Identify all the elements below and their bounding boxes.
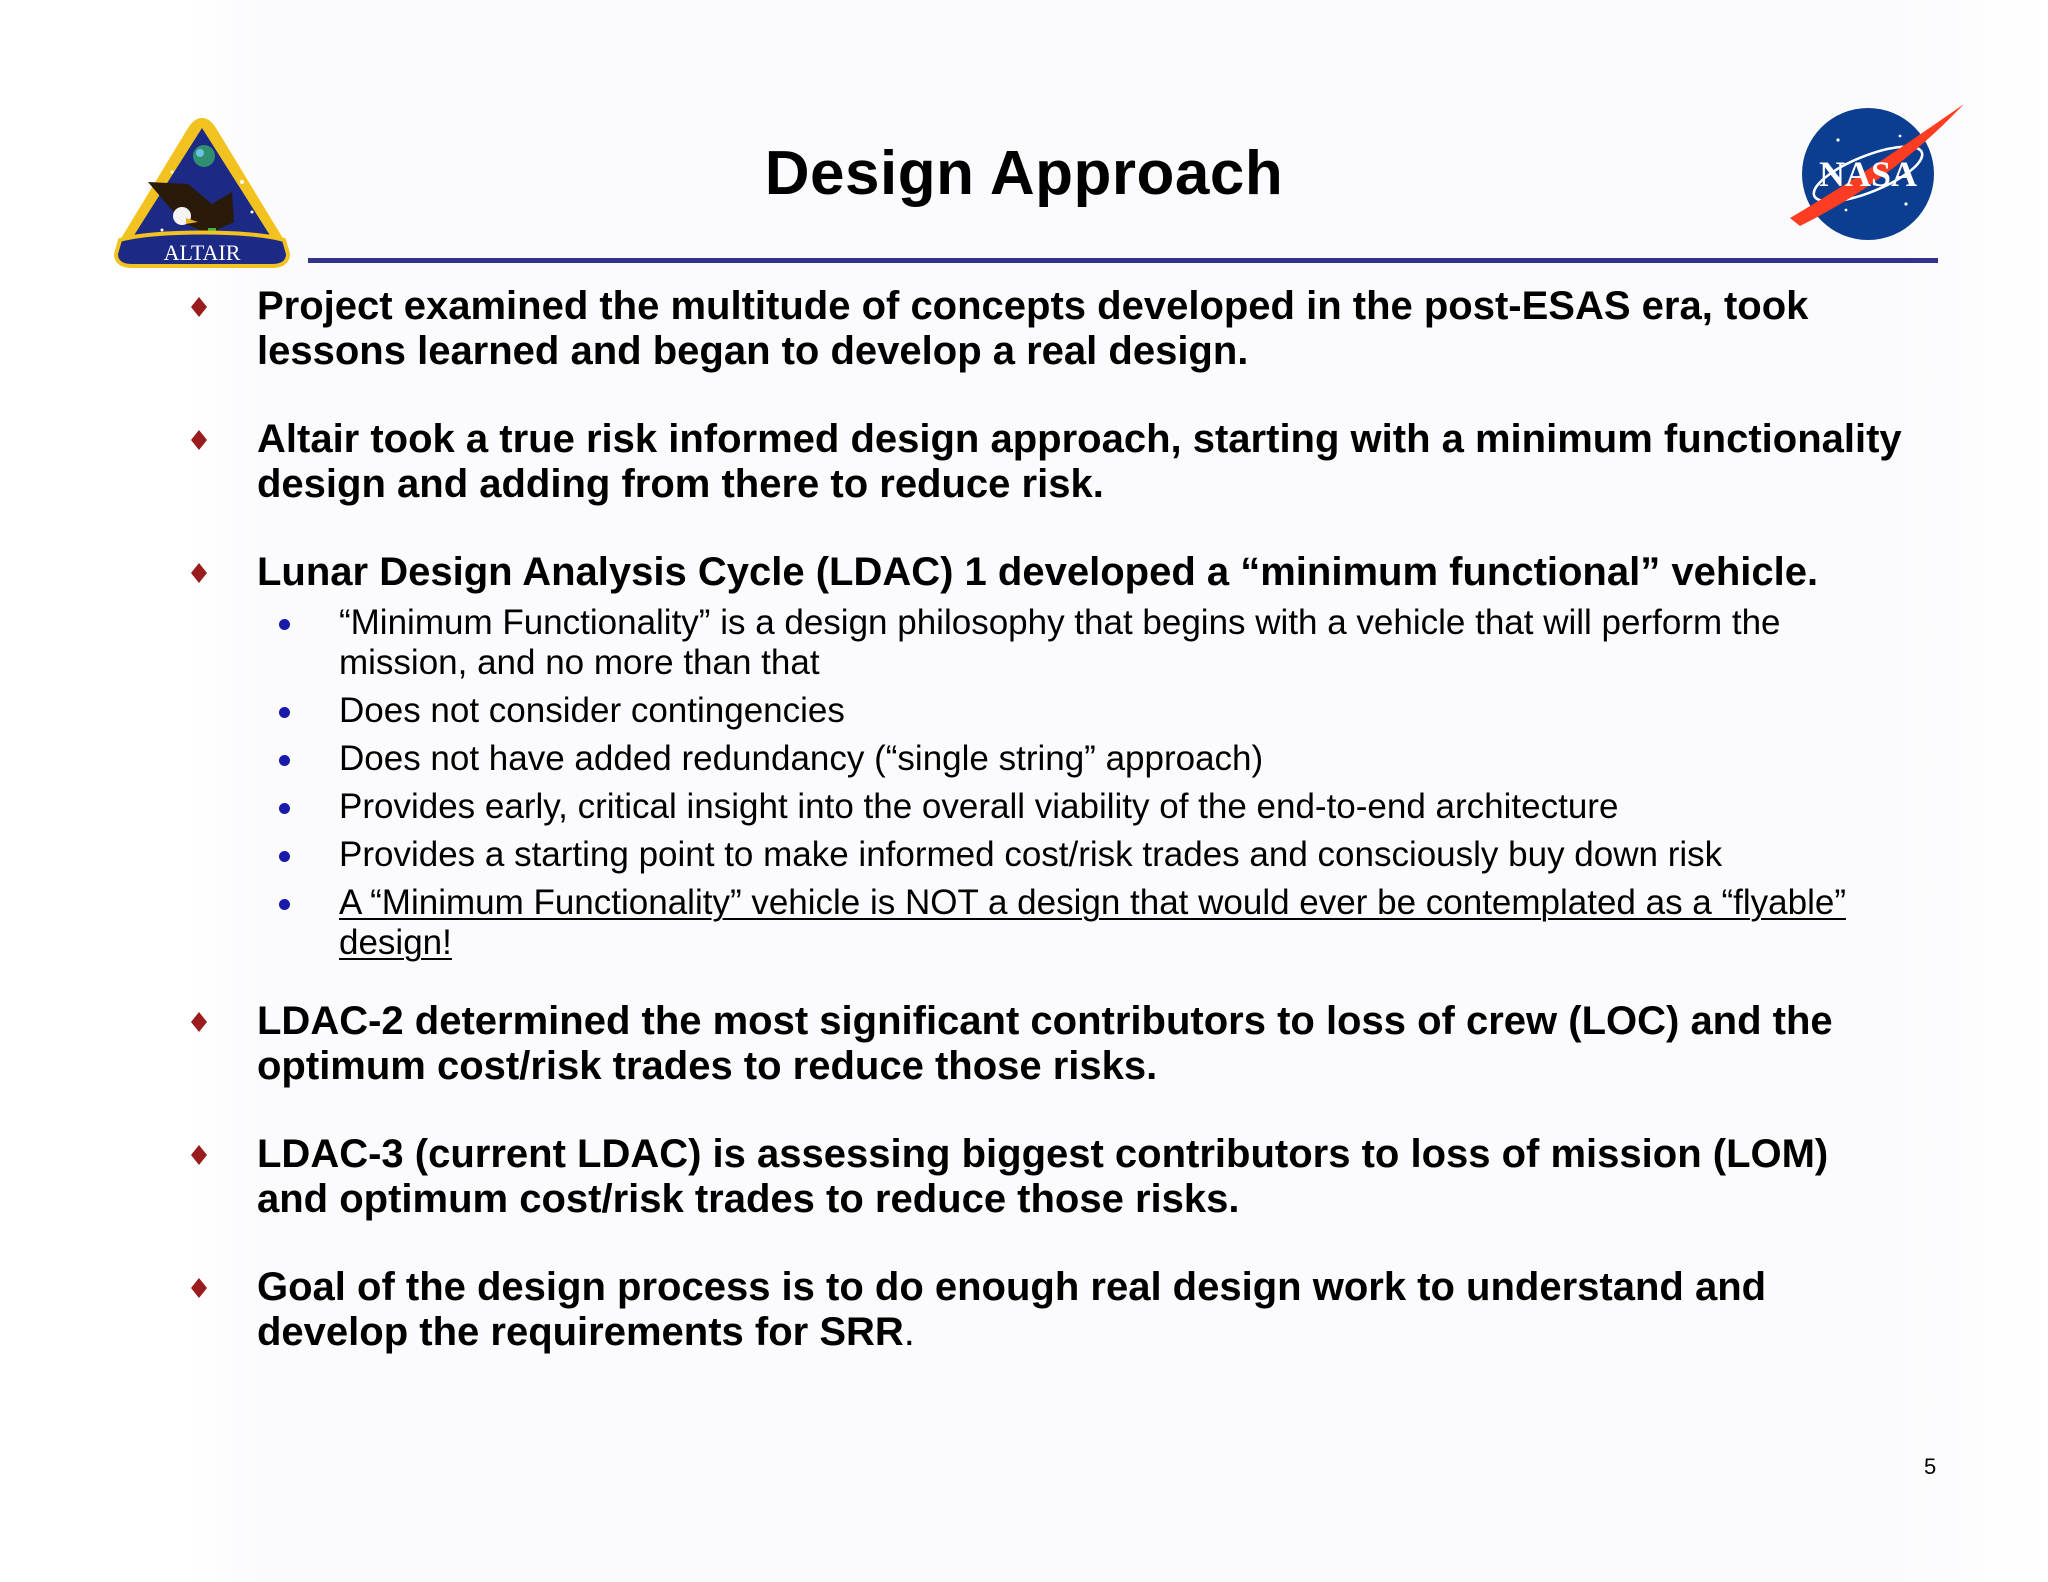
dot-bullet-icon [279, 755, 290, 766]
dot-bullet-icon [279, 899, 290, 910]
bullet-item [185, 550, 1905, 595]
bullet-text: Lunar Design Analysis Cycle (LDAC) 1 developed a “minimum functional” vehicle. [257, 550, 1819, 594]
dot-bullet-icon [279, 851, 290, 862]
bullet-text: LDAC-3 (current LDAC) is assessing biggest contributors to loss of mission (LOM) and optimum cost/risk trades to reduce those risks. [257, 1132, 1829, 1221]
bullet-text: Project examined the multitude of concepts developed in the post-ESAS era, took lessons learned and began to develop a real design. [257, 284, 1809, 373]
page-title: Design Approach [764, 139, 1284, 208]
sub-bullet-text: Does not have added redundancy (“single string” approach) [339, 739, 1264, 778]
bullet-item [185, 284, 1905, 374]
sub-bullet-item [185, 603, 1905, 683]
diamond-bullet-icon [189, 1012, 209, 1032]
sub-bullet-item [185, 739, 1905, 779]
sub-bullet-text: A “Minimum Functionality” vehicle is NOT a design that would ever be contemplated as a “flyable” design! [339, 883, 1846, 962]
bullet-text: Altair took a true risk informed design approach, starting with a minimum functionality design and adding from there to reduce risk. [257, 417, 1902, 506]
diamond-bullet-icon [189, 297, 209, 317]
nasa-logo-text: NASA [1818, 154, 1918, 194]
sub-bullet-item [185, 787, 1905, 827]
diamond-bullet-icon [189, 430, 209, 450]
sub-bullet-item [185, 835, 1905, 875]
title-divider [308, 258, 1938, 263]
bullet-text: Goal of the design process is to do enough real design work to understand and develop the requirements for SRR [257, 1265, 1767, 1354]
bullet-item [185, 1265, 1905, 1355]
page-number: 5 [1924, 1454, 1937, 1479]
dot-bullet-icon [279, 707, 290, 718]
dot-bullet-icon [279, 803, 290, 814]
sub-bullet-item [185, 691, 1905, 731]
bullet-item [185, 417, 1905, 507]
sub-bullet-list [185, 603, 1905, 963]
sub-bullet-text: “Minimum Functionality” is a design philosophy that begins with a vehicle that will perform the mission, and no more than that [339, 603, 1781, 682]
altair-logo-text: ALTAIR [163, 240, 241, 265]
nasa-logo [1788, 100, 1968, 250]
sub-bullet-text: Provides early, critical insight into the overall viability of the end-to-end architecture [339, 787, 1619, 826]
dot-bullet-icon [279, 619, 290, 630]
bullet-text: LDAC-2 determined the most significant contributors to loss of crew (LOC) and the optimum cost/risk trades to reduce those risks. [257, 999, 1833, 1088]
bullet-item [185, 1132, 1905, 1222]
diamond-bullet-icon [189, 1145, 209, 1165]
bullet-item [185, 999, 1905, 1089]
diamond-bullet-icon [189, 563, 209, 583]
diamond-bullet-icon [189, 1278, 209, 1298]
sub-bullet-item [185, 883, 1905, 963]
sub-bullet-text: Does not consider contingencies [339, 691, 845, 730]
sub-bullet-text: Provides a starting point to make informed cost/risk trades and consciously buy down risk [339, 835, 1723, 874]
bullet-list [185, 284, 1905, 1398]
bullet-suffix: . [903, 1310, 915, 1354]
